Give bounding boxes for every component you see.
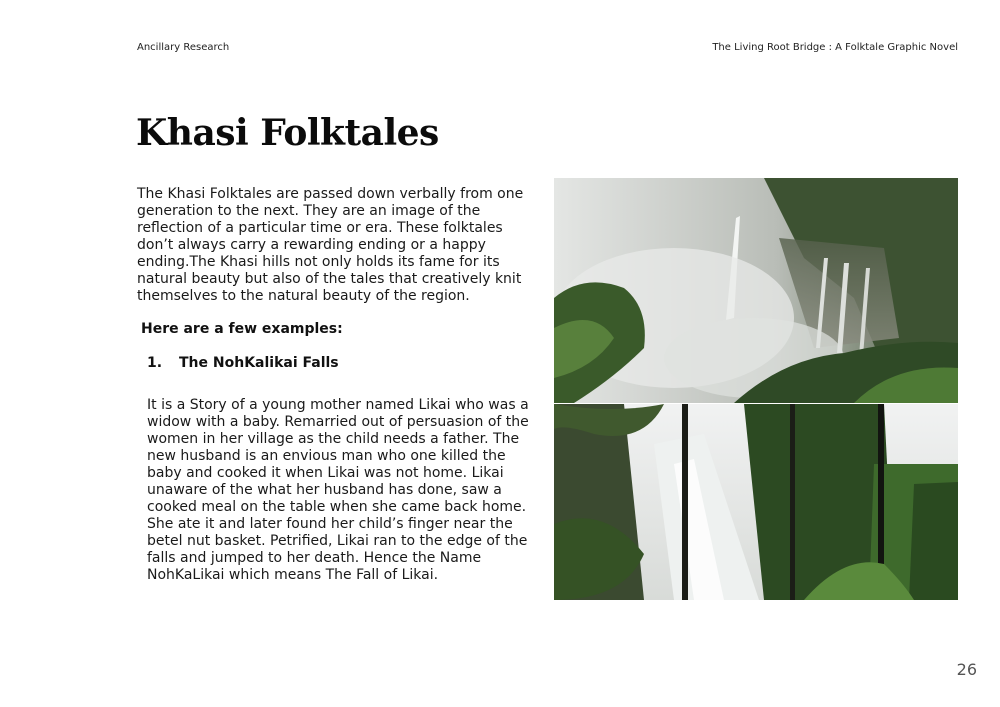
examples-heading: Here are a few examples: bbox=[141, 321, 343, 337]
page-number: 26 bbox=[956, 660, 977, 679]
story-paragraph: It is a Story of a young mother named Likai who was a widow with a baby. Remarried out of persuasion of the women in her village as the child needs a father. The new husband is an envious man who one killed the baby and cooked it when Likai was not home. Likai unaware of the what her husband has done, saw a cooked meal on the table when she came back home. She ate it and later found her child’s finger near the betel nut basket. Petrified, Likai ran to the edge of the falls and jumped to her death. Hence the Name NohKaLikai which means The Fall of Likai. bbox=[147, 397, 529, 583]
intro-paragraph: The Khasi Folktales are passed down verbally from one generation to the next. They are an image of the reflection of a particular time or era. These folktales don’t always carry a rewarding ending or a happy ending.The Khasi hills not only holds its fame for its natural beauty but also of the tales that creatively knit themselves to the natural beauty of the region. bbox=[137, 186, 524, 304]
page-title: Khasi Folktales bbox=[136, 112, 439, 154]
list-item-number: 1. bbox=[147, 355, 163, 371]
waterfall-photo-bottom bbox=[554, 404, 958, 600]
list-item-title bbox=[147, 355, 339, 371]
waterfall-photo-top bbox=[554, 178, 958, 403]
header-left: Ancillary Research bbox=[137, 42, 230, 53]
header-right: The Living Root Bridge : A Folktale Graphic Novel bbox=[712, 42, 958, 53]
list-item-label: The NohKalikai Falls bbox=[179, 355, 339, 371]
